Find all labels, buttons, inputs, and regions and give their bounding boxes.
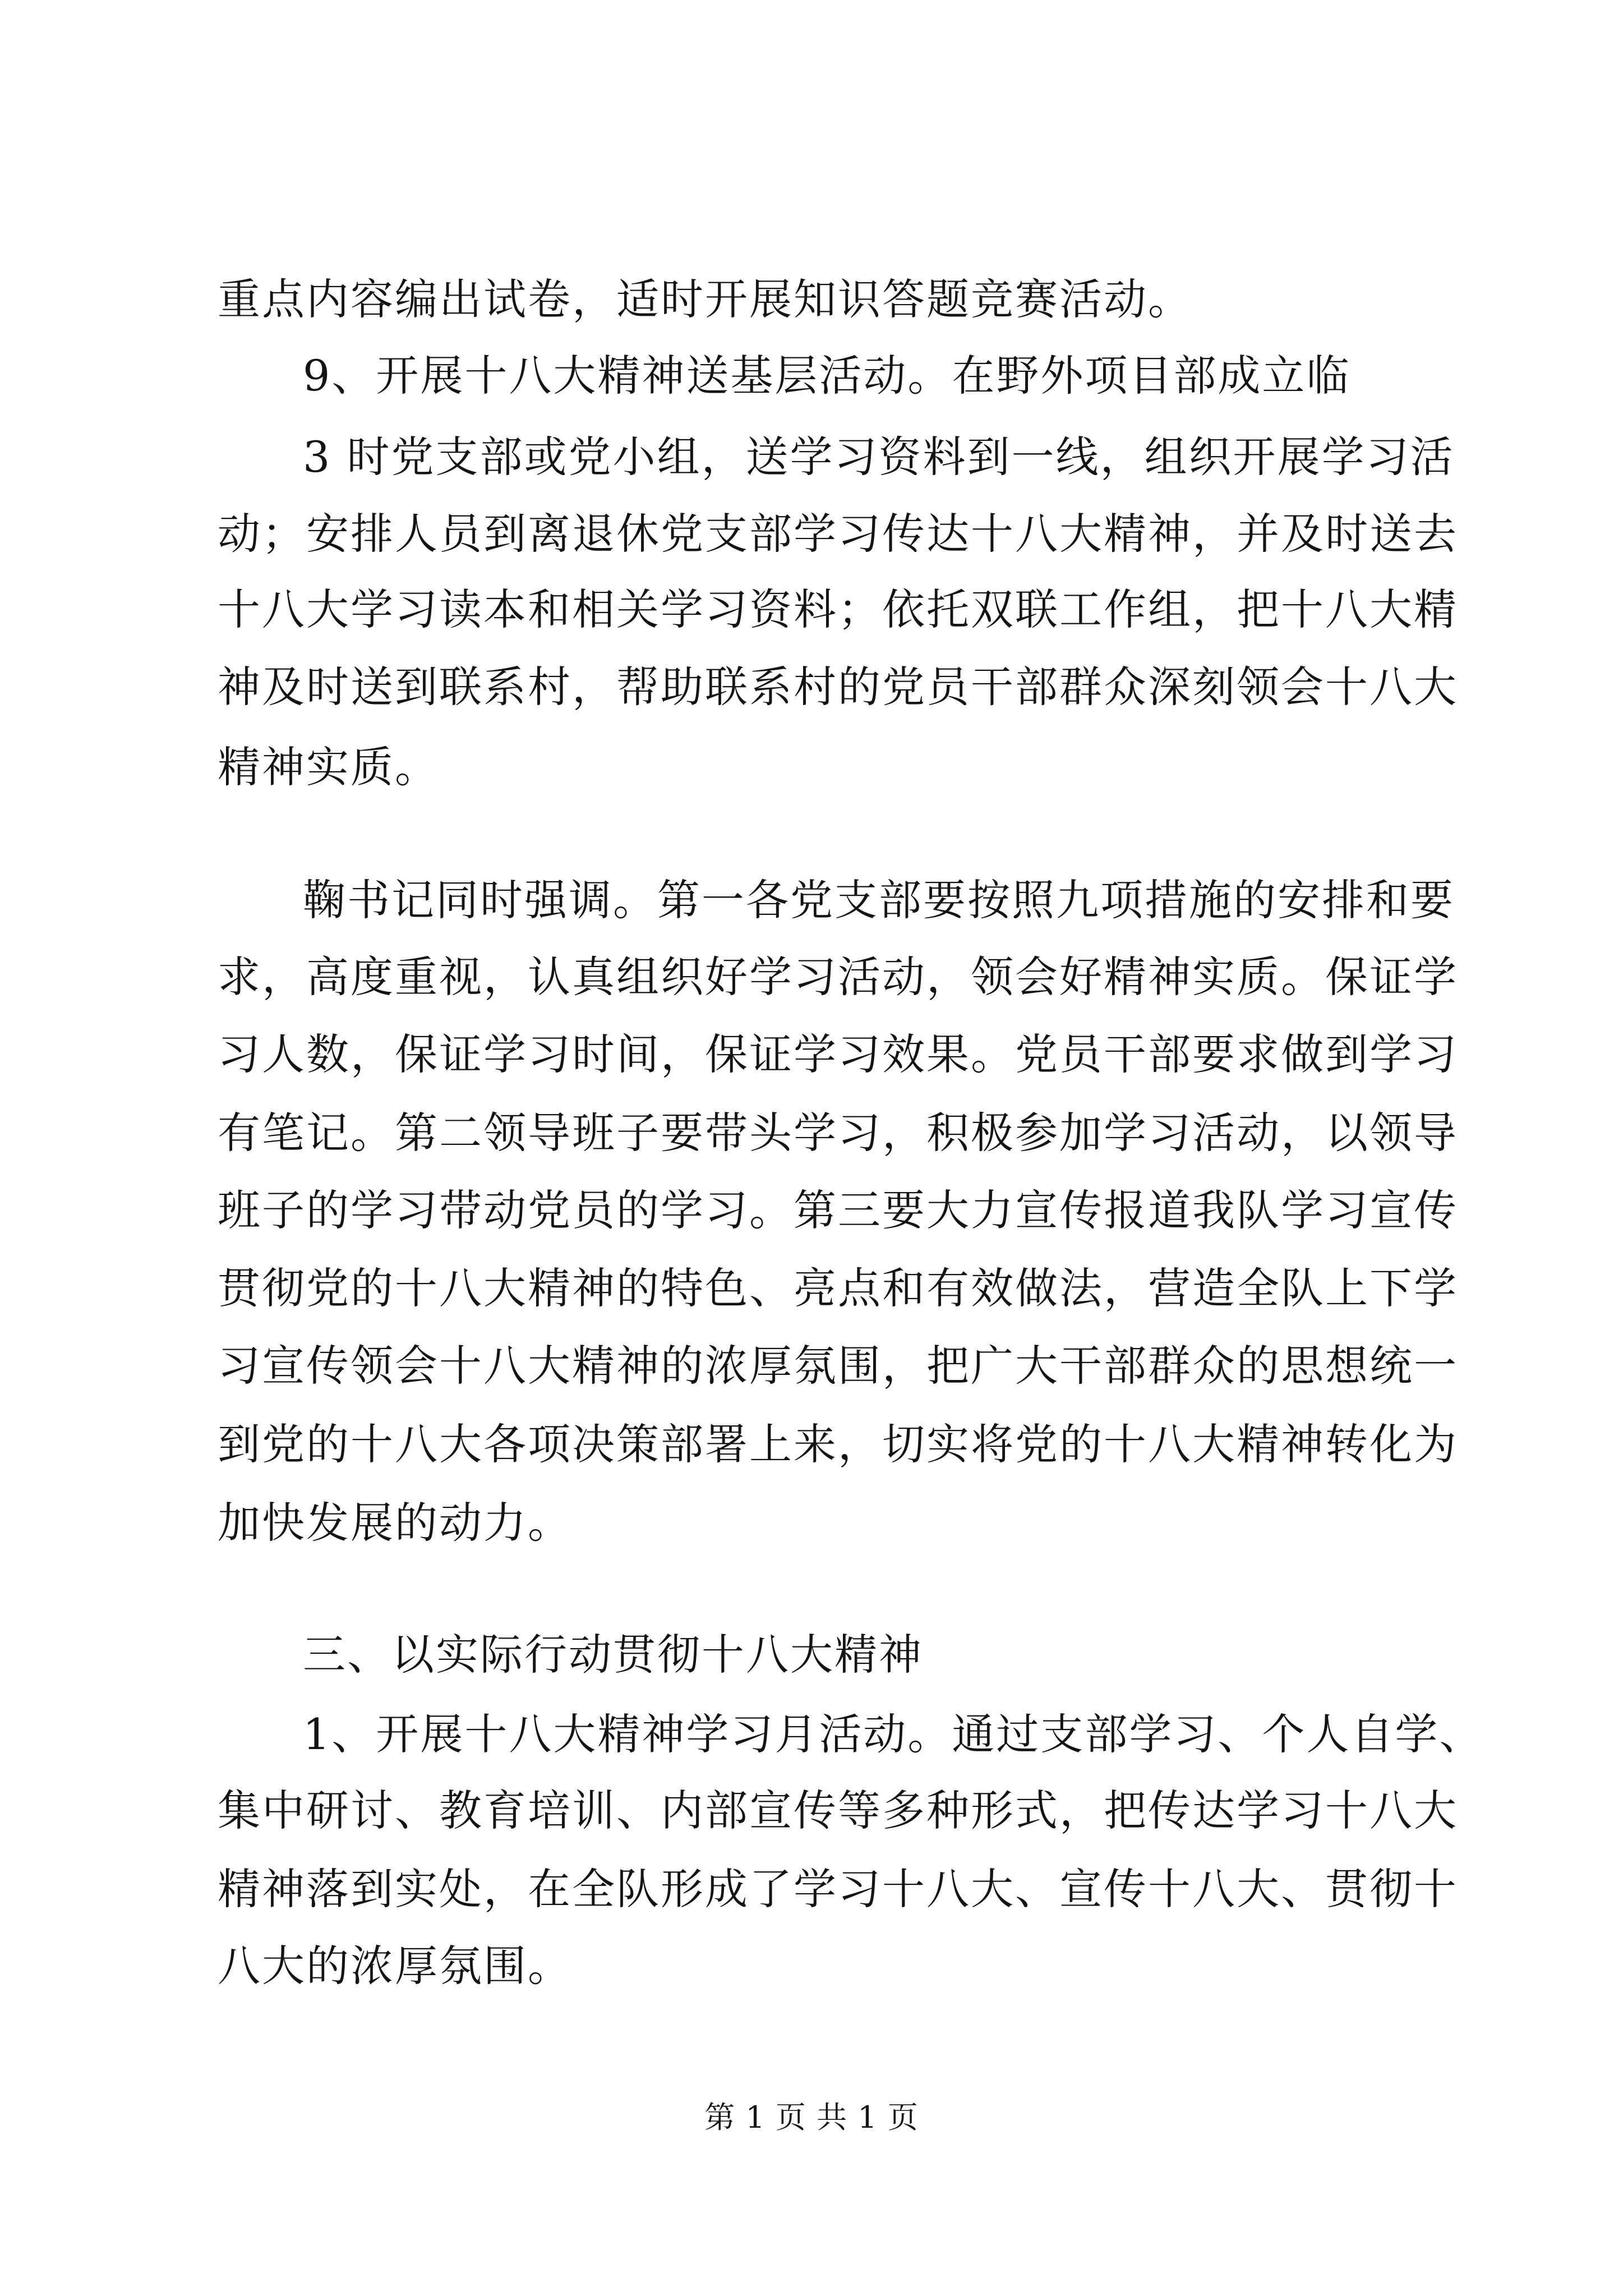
body-line: 动；安排人员到离退休党支部学习传达十八大精神，并及时送去	[218, 509, 1458, 559]
page-number-footer: 第 1 页 共 1 页	[704, 2100, 919, 2135]
body-line: 求，高度重视，认真组织好学习活动，领会好精神实质。保证学	[218, 952, 1458, 1002]
body-line: 到党的十八大各项决策部署上来，切实将党的十八大精神转化为	[218, 1419, 1458, 1469]
body-line: 精神落到实处，在全队形成了学习十八大、宣传十八大、贯彻十	[218, 1864, 1458, 1914]
body-line: 贯彻党的十八大精神的特色、亮点和有效做法，营造全队上下学	[218, 1263, 1458, 1313]
body-line: 重点内容编出试卷，适时开展知识答题竞赛活动。	[218, 274, 1192, 324]
section-heading: 三、以实际行动贯彻十八大精神	[303, 1630, 923, 1680]
body-line: 十八大学习读本和相关学习资料；依托双联工作组，把十八大精	[218, 585, 1458, 634]
body-line: 3 时党支部或党小组，送学习资料到一线，组织开展学习活	[303, 432, 1455, 482]
body-line: 精神实质。	[218, 742, 439, 792]
body-line: 1、开展十八大精神学习月活动。通过支部学习、个人自学、	[303, 1709, 1484, 1759]
body-line: 神及时送到联系村，帮助联系村的党员干部群众深刻领会十八大	[218, 662, 1458, 712]
body-line: 有笔记。第二领导班子要带头学习，积极参加学习活动，以领导	[218, 1108, 1458, 1158]
body-line: 加快发展的动力。	[218, 1498, 572, 1548]
body-line: 鞠书记同时强调。第一各党支部要按照九项措施的安排和要	[303, 875, 1455, 925]
body-line: 班子的学习带动党员的学习。第三要大力宣传报道我队学习宣传	[218, 1185, 1458, 1235]
body-line: 习宣传领会十八大精神的浓厚氛围，把广大干部群众的思想统一	[218, 1341, 1458, 1391]
body-line: 八大的浓厚氛围。	[218, 1941, 572, 1991]
body-line: 9、开展十八大精神送基层活动。在野外项目部成立临	[303, 351, 1351, 401]
body-line: 集中研讨、教育培训、内部宣传等多种形式，把传达学习十八大	[218, 1786, 1458, 1835]
body-line: 习人数，保证学习时间，保证学习效果。党员干部要求做到学习	[218, 1029, 1458, 1079]
